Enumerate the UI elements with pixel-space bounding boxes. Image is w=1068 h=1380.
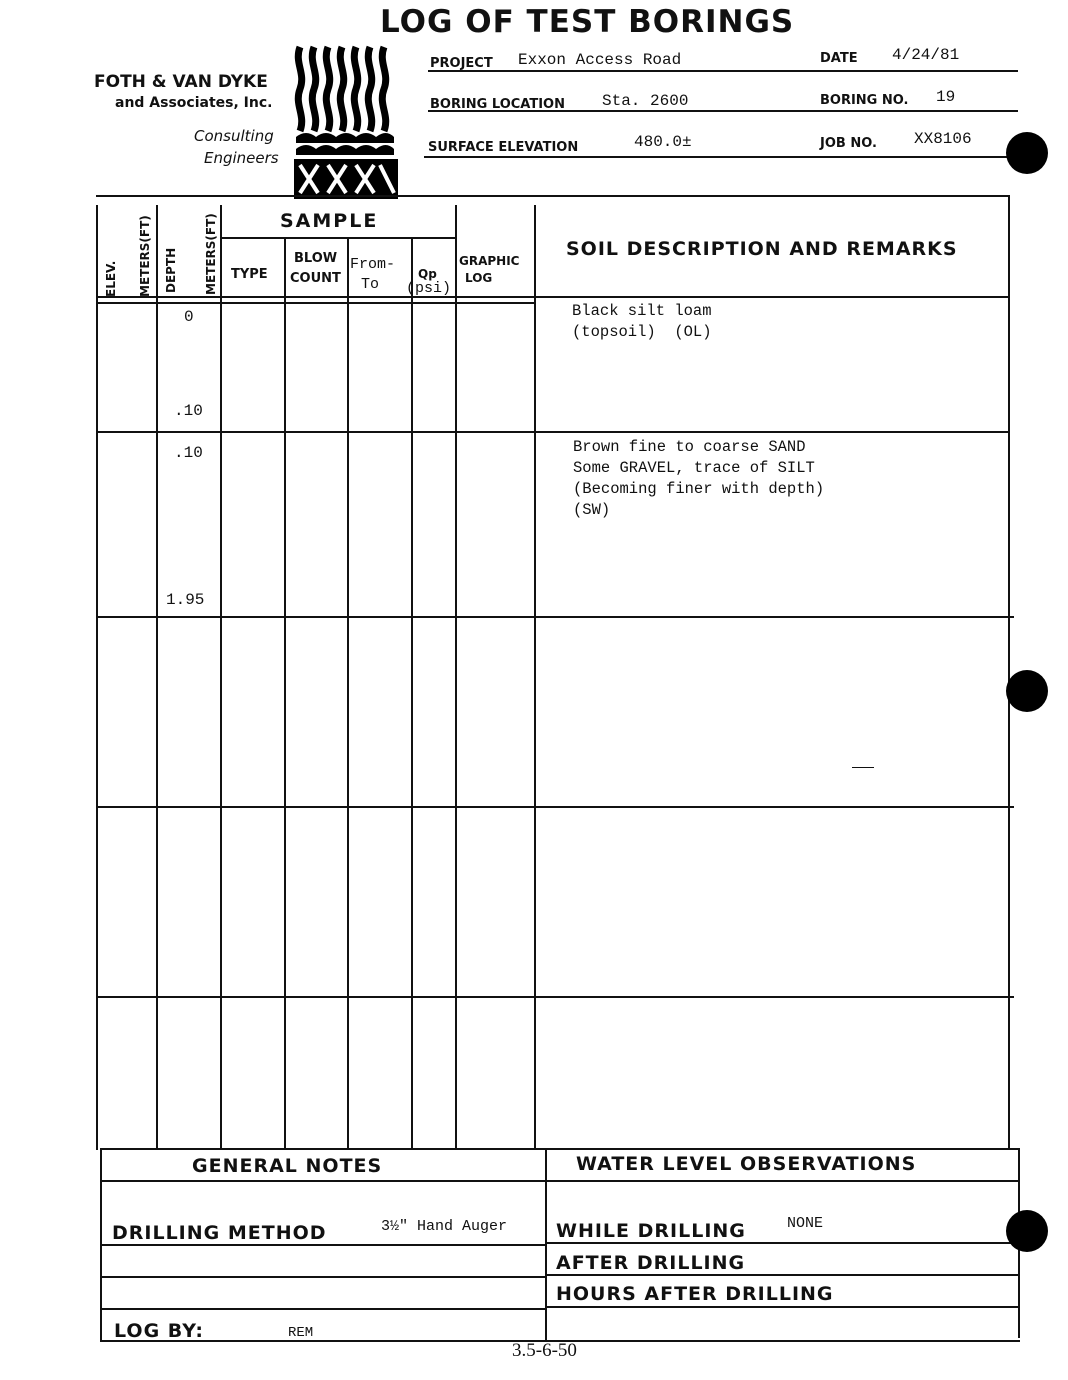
col-divider-from [411, 237, 413, 1150]
col-divider-graphic [534, 205, 536, 1150]
surface-elevation-label: SURFACE ELEVATION [428, 140, 579, 155]
date-label: DATE [820, 51, 858, 66]
while-drilling-value: NONE [787, 1215, 824, 1232]
boring-no-value: 19 [936, 88, 956, 106]
log-header: LOG [465, 271, 493, 285]
location-underline [428, 110, 1018, 112]
col-divider-type [284, 237, 286, 1150]
project-label: PROJECT [430, 56, 493, 71]
to-header: To [361, 276, 380, 293]
table-top-border [96, 195, 1010, 197]
sample-divider [220, 237, 456, 239]
firm-name: FOTH & VAN DYKE [94, 72, 268, 92]
page-number: 3.5-6-50 [512, 1340, 577, 1361]
stray-mark [852, 767, 874, 768]
layer-1-description-line-1: Black silt loam [572, 302, 712, 320]
boring-location-value: Sta. 2600 [602, 92, 689, 110]
project-value: Exxon Access Road [518, 51, 682, 69]
job-no-label: JOB NO. [820, 136, 877, 151]
row-divider-4 [96, 996, 1014, 998]
from-header: From- [350, 256, 396, 273]
header-bottom-border-2 [96, 302, 536, 304]
blow-header: BLOW [294, 251, 338, 266]
type-header: TYPE [231, 267, 268, 282]
drilling-method-value: 3½" Hand Auger [381, 1218, 508, 1235]
table-right-border [1008, 195, 1010, 1150]
col-divider-depth [220, 205, 222, 1150]
form-title: LOG OF TEST BORINGS [380, 4, 795, 40]
psi-header: (psi) [406, 280, 452, 297]
row-divider-3 [96, 806, 1014, 808]
firm-tagline-1: Consulting [194, 127, 274, 145]
punch-hole-icon [1006, 1210, 1048, 1252]
count-header: COUNT [290, 271, 341, 286]
header-bottom-border [96, 296, 1010, 298]
while-drilling-label: WHILE DRILLING [556, 1220, 746, 1242]
col-divider-blow [347, 237, 349, 1150]
layer-1-description-line-2: (topsoil) (OL) [572, 323, 712, 341]
surface-elevation-value: 480.0± [634, 133, 692, 151]
after-drilling-label: AFTER DRILLING [556, 1252, 746, 1274]
layer-1-depth-bottom: .10 [174, 402, 203, 420]
soil-description-header: SOIL DESCRIPTION AND REMARKS [566, 238, 958, 260]
hours-after-underline [545, 1306, 1020, 1308]
elev-units-header: METERS(FT) [138, 215, 152, 297]
punch-hole-icon [1006, 132, 1048, 174]
drilling-method-underline [100, 1244, 546, 1246]
layer-2-description-line-2: Some GRAVEL, trace of SILT [573, 459, 815, 477]
date-value: 4/24/81 [892, 46, 960, 64]
water-level-heading: WATER LEVEL OBSERVATIONS [576, 1153, 917, 1175]
col-divider-qp [455, 205, 457, 1150]
sample-header: SAMPLE [280, 210, 379, 232]
boring-no-label: BORING NO. [820, 93, 909, 108]
layer-2-depth-bottom: 1.95 [166, 591, 205, 609]
depth-header: DEPTH [164, 247, 178, 293]
log-by-value: REM [288, 1325, 314, 1341]
layer-2-depth-top: .10 [174, 444, 203, 462]
layer-2-description-line-3: (Becoming finer with depth) [573, 480, 825, 498]
while-drilling-underline [545, 1242, 1020, 1244]
depth-units-header: METERS(FT) [204, 213, 218, 295]
elev-header: ELEV. [104, 260, 118, 297]
layer-2-description-line-4: (SW) [573, 501, 611, 519]
project-underline [428, 70, 1018, 72]
general-notes-heading: GENERAL NOTES [192, 1155, 383, 1177]
log-by-label: LOG BY: [114, 1320, 204, 1342]
qp-header: Qp [418, 267, 437, 281]
notes-header-border [100, 1180, 1018, 1182]
graphic-header: GRAPHIC [459, 254, 520, 268]
col-divider-elev [156, 205, 158, 1150]
layer-1-depth-top: 0 [184, 308, 194, 326]
table-left-border [96, 205, 98, 1150]
punch-hole-icon [1006, 670, 1048, 712]
layer-2-description-line-1: Brown fine to coarse SAND [573, 438, 806, 456]
job-no-value: XX8106 [914, 130, 972, 148]
after-drilling-underline [545, 1274, 1020, 1276]
row-divider-1 [96, 431, 1010, 433]
drilling-method-label: DRILLING METHOD [112, 1222, 327, 1244]
firm-tagline-2: Engineers [204, 149, 279, 167]
notes-line-2 [100, 1276, 546, 1278]
notes-line-3 [100, 1308, 546, 1310]
row-divider-2 [96, 616, 1014, 618]
notes-top-border [100, 1148, 1018, 1150]
boring-location-label: BORING LOCATION [430, 97, 565, 112]
hours-after-drilling-label: HOURS AFTER DRILLING [556, 1283, 834, 1305]
firm-logo-icon [292, 43, 400, 201]
firm-name-line2: and Associates, Inc. [115, 95, 273, 111]
elevation-underline [424, 156, 1010, 158]
